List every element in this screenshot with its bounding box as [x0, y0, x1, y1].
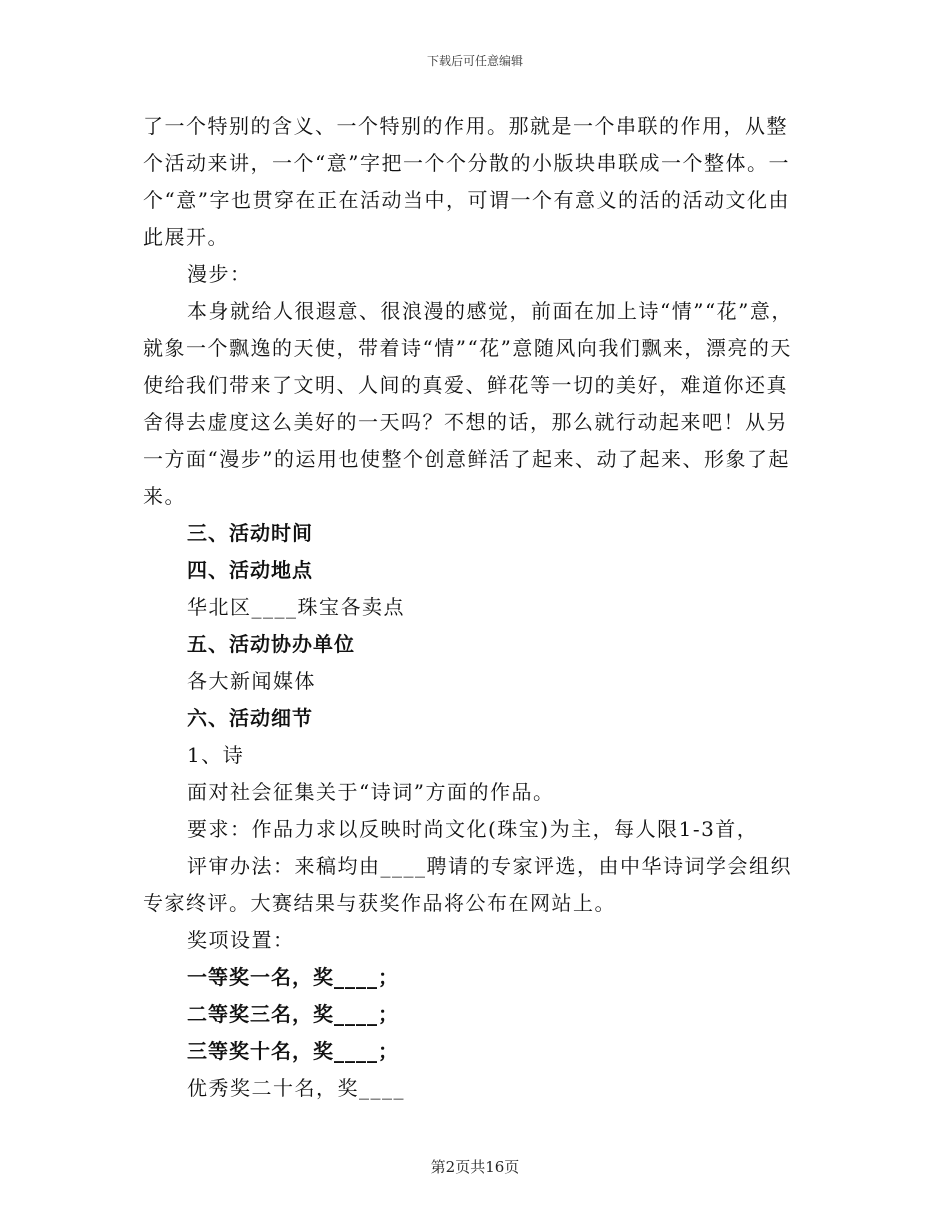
label-manbu: 漫步： — [187, 262, 252, 286]
detail-item-poetry: 1、诗 — [187, 743, 245, 767]
coorganizer-text: 各大新闻媒体 — [187, 669, 316, 693]
paragraph-intro: 了一个特别的含义、一个特别的作用。那就是一个串联的作用，从整个活动来讲，一个“意”字把一个个分散的小版块串联成一个整体。一个“意”字也贯穿在正在活动当中，可谓一个有意义的活的活动文化由此展开。 — [143, 114, 790, 249]
section-heading-location: 四、活动地点 — [187, 558, 313, 582]
poetry-description: 面对社会征集关于“诗词”方面的作品。 — [187, 780, 555, 804]
section-heading-time: 三、活动时间 — [187, 521, 313, 545]
awards-label: 奖项设置： — [187, 928, 295, 952]
page-footer: 第2页共16页 — [430, 1158, 520, 1176]
poetry-requirement: 要求：作品力求以反映时尚文化(珠宝)为主，每人限1-3首， — [187, 817, 759, 841]
document-body — [143, 108, 803, 1107]
section-heading-details: 六、活动细节 — [187, 706, 313, 730]
page-header: 下载后可任意编辑 — [426, 54, 523, 68]
poetry-judging: 评审办法：来稿均由____聘请的专家评选，由中华诗词学会组织专家终评。大赛结果与获奖作品将公布在网站上。 — [143, 854, 792, 915]
location-text: 华北区____珠宝各卖点 — [187, 595, 405, 619]
award-third: 三等奖十名，奖____； — [187, 1039, 399, 1063]
paragraph-manbu: 本身就给人很遐意、很浪漫的感觉，前面在加上诗“情”“花”意，就象一个飘逸的天使，带着诗“情”“花”意随风向我们飘来，漂亮的天使给我们带来了文明、人间的真爱、鲜花等一切的美好，难道你还真舍得去虚度这么美好的一天吗？不想的话，那么就行动起来吧！从另一方面“漫步”的运用也使整个创意鲜活了起来、动了起来、形象了起来。 — [143, 299, 793, 508]
award-second: 二等奖三名，奖____； — [187, 1002, 399, 1026]
award-first: 一等奖一名，奖____； — [187, 965, 399, 989]
section-heading-coorganizer: 五、活动协办单位 — [187, 632, 355, 656]
award-excellence: 优秀奖二十名，奖____ — [187, 1076, 405, 1100]
